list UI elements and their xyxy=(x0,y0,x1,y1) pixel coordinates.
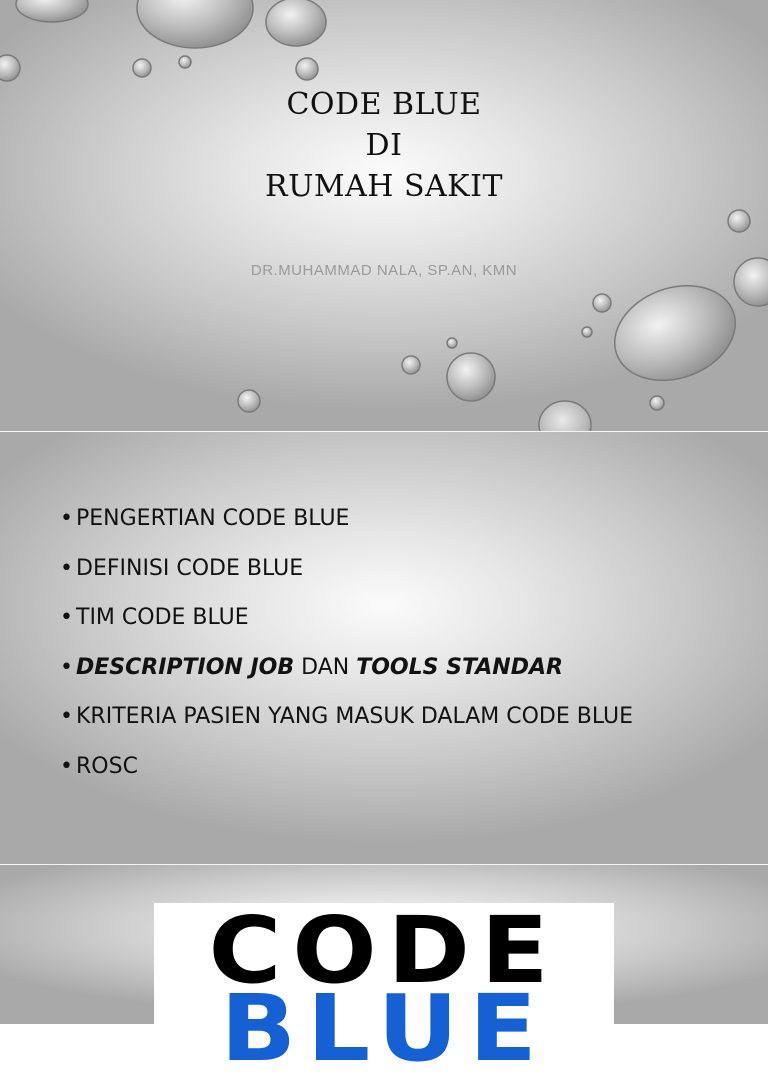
list-item-text: DAN xyxy=(294,654,357,680)
list-item-text: PENGERTIAN CODE BLUE xyxy=(76,506,350,531)
bullet-glyph: • xyxy=(60,506,73,531)
agenda-list xyxy=(60,494,633,792)
slide-title xyxy=(0,84,768,207)
list-item-emphasis: DESCRIPTION JOB xyxy=(76,654,295,680)
logo-slide xyxy=(0,865,768,1082)
logo-word-code: CODE xyxy=(208,897,560,1004)
slide-subtitle: DR.MUHAMMAD NALA, SP.AN, KMN xyxy=(250,262,518,279)
water-drop xyxy=(650,396,664,410)
bullet-glyph: • xyxy=(60,555,73,581)
list-item-text: TIM CODE BLUE xyxy=(76,605,249,631)
bullet-glyph: • xyxy=(60,654,73,680)
bullet-glyph: • xyxy=(60,704,73,730)
code-blue-logo xyxy=(154,897,614,1082)
title-line: RUMAH SAKIT xyxy=(265,169,503,204)
water-drop xyxy=(179,56,191,68)
water-drop xyxy=(601,270,748,397)
water-drop xyxy=(728,210,750,232)
bullet-glyph: • xyxy=(60,753,73,779)
water-drop xyxy=(266,0,326,46)
list-item xyxy=(60,593,633,643)
list-item-text: ROSC xyxy=(76,753,138,779)
water-drop xyxy=(447,338,457,348)
bullet-glyph: • xyxy=(60,605,73,631)
water-drop xyxy=(402,356,420,374)
water-drop xyxy=(593,294,611,312)
list-item xyxy=(60,643,633,693)
agenda-slide xyxy=(0,432,768,865)
water-drop xyxy=(296,58,318,80)
title-line: DI xyxy=(365,128,403,163)
water-drop xyxy=(0,55,20,81)
water-drop xyxy=(582,327,592,337)
list-item-emphasis: TOOLS STANDAR xyxy=(356,654,563,680)
list-item xyxy=(60,742,633,792)
water-drops-decoration xyxy=(0,0,768,432)
water-drop xyxy=(137,0,253,48)
water-drop xyxy=(16,0,88,22)
water-drop xyxy=(238,390,260,412)
list-item xyxy=(60,494,633,544)
water-drop xyxy=(133,59,151,77)
list-item-text: DEFINISI CODE BLUE xyxy=(76,555,304,581)
list-item xyxy=(60,692,633,742)
title-line: CODE BLUE xyxy=(286,87,482,122)
water-drop xyxy=(447,353,495,401)
list-item-text: KRITERIA PASIEN YANG MASUK DALAM CODE BLUE xyxy=(76,704,634,730)
title-slide xyxy=(0,0,768,432)
logo-word-blue: BLUE xyxy=(220,975,548,1082)
list-item xyxy=(60,544,633,594)
